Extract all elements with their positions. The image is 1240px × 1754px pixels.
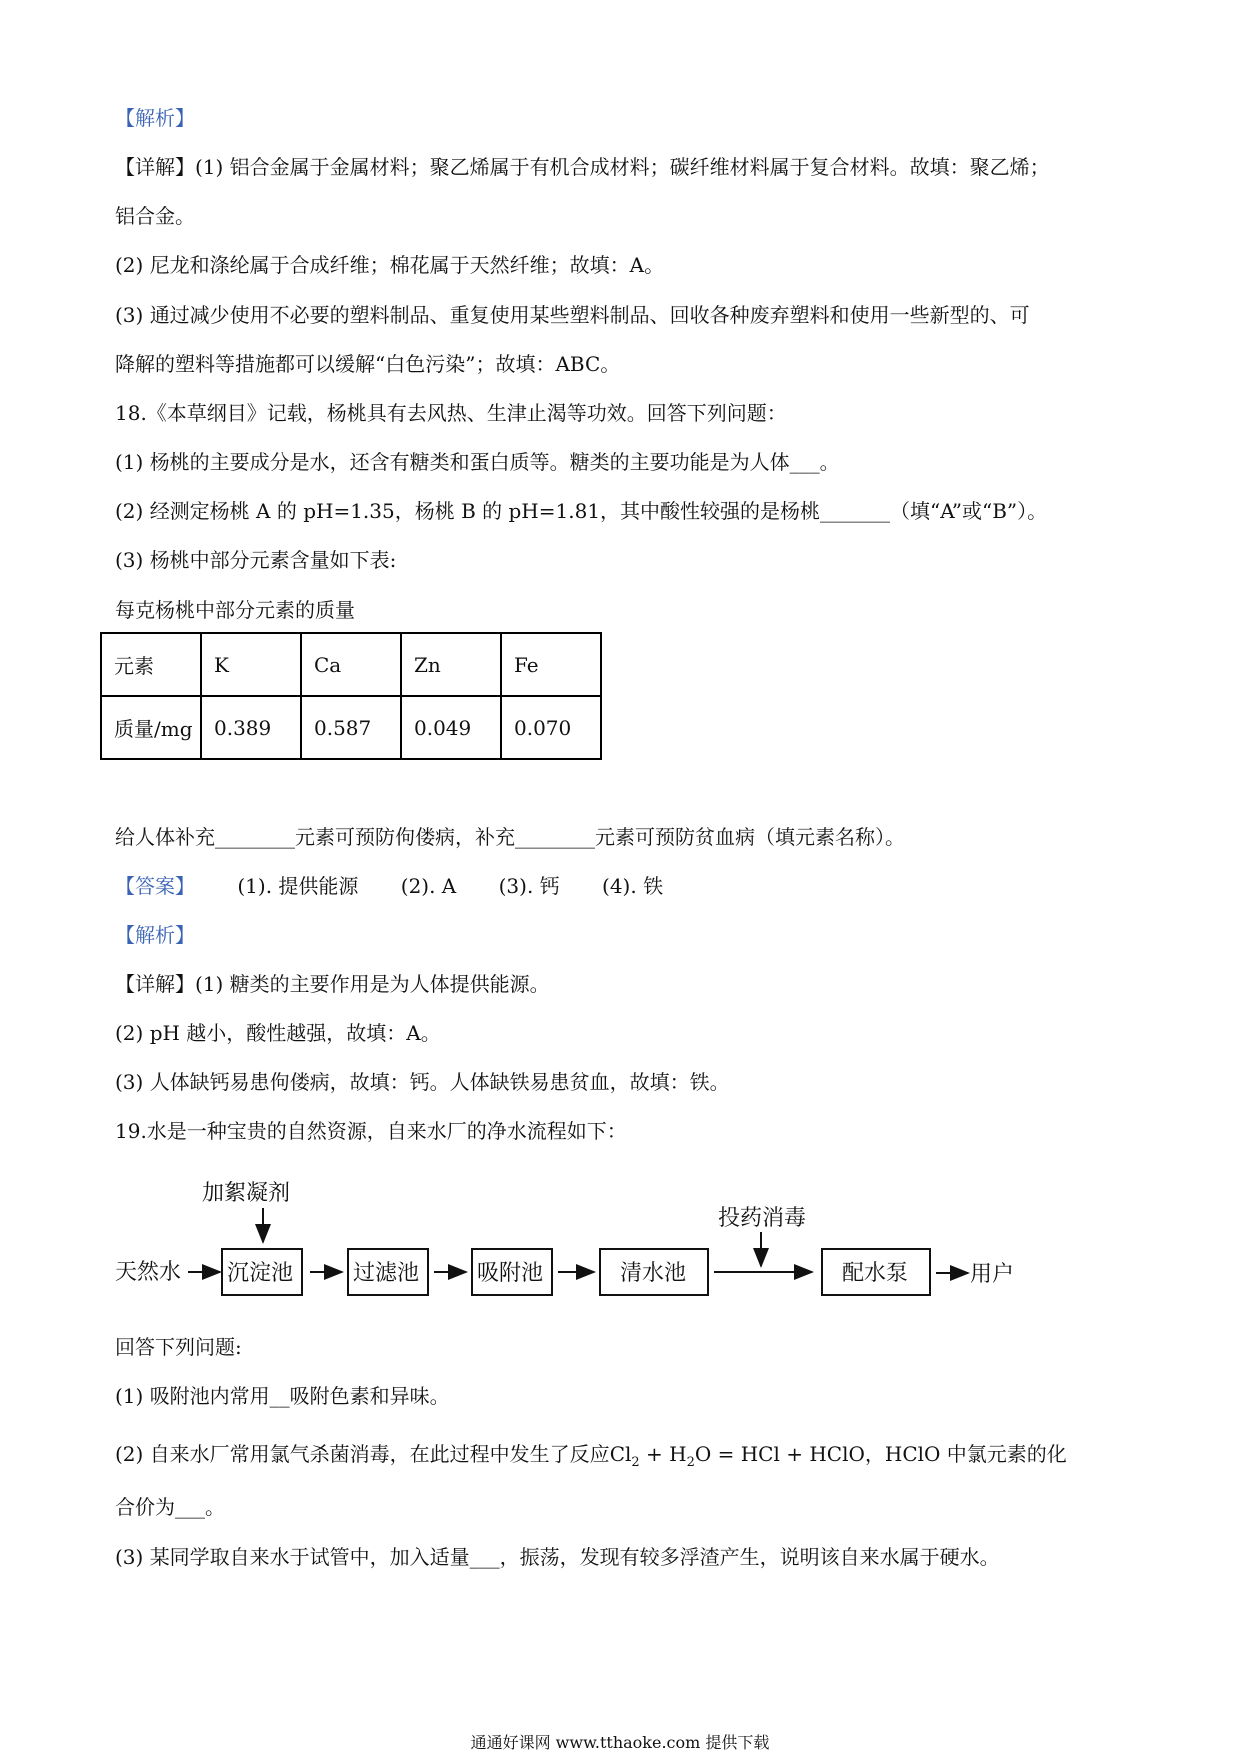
question-19-part-2-cont: 合价为___。	[115, 1495, 225, 1519]
question-18-part-2: (2) 经测定杨桃 A 的 pH=1.35，杨桃 B 的 pH=1.81，其中酸性较强的是杨桃_______（填“A”或“B”）。	[115, 499, 1048, 523]
element-mass-table	[100, 632, 602, 760]
question-18-stem: 18.《本草纲目》记载，杨桃具有去风热、生津止渴等功效。回答下列问题：	[115, 401, 787, 425]
detail-paragraph: (2) 尼龙和涤纶属于合成纤维；棉花属于天然纤维；故填：A。	[115, 253, 665, 277]
table-cell: Zn	[401, 633, 501, 696]
flow-step: 吸附池	[477, 1261, 544, 1286]
detail-paragraph-cont: 铝合金。	[115, 204, 195, 228]
detail-paragraph: 【详解】(1) 铝合金属于金属材料；聚乙烯属于有机合成材料；碳纤维材料属于复合材料。故填：聚乙烯；	[115, 155, 1050, 179]
detail-paragraph: 【详解】(1) 糖类的主要作用是为人体提供能源。	[115, 972, 550, 996]
answer-label: 【答案】	[115, 874, 195, 898]
question-19-part-3: (3) 某同学取自来水于试管中，加入适量___，振荡，发现有较多浮渣产生，说明该自来水属于硬水。	[115, 1545, 1000, 1569]
flow-step: 清水池	[620, 1261, 687, 1286]
answer-line	[115, 872, 663, 900]
question-19-intro: 回答下列问题:	[115, 1335, 242, 1359]
table-caption: 每克杨桃中部分元素的质量	[115, 598, 355, 622]
detail-paragraph: (3) 人体缺钙易患佝偻病，故填：钙。人体缺铁易患贫血，故填：铁。	[115, 1070, 730, 1094]
question-18-part-1: (1) 杨桃的主要成分是水，还含有糖类和蛋白质等。糖类的主要功能是为人体___。	[115, 450, 840, 474]
table-cell: 质量/mg	[101, 696, 201, 759]
flow-step: 沉淀池	[227, 1261, 294, 1286]
detail-paragraph: (2) pH 越小，酸性越强，故填：A。	[115, 1021, 441, 1045]
question-19-part-2	[115, 1440, 1067, 1477]
table-cell: Fe	[501, 633, 601, 696]
flow-step: 配水泵	[842, 1261, 909, 1286]
question-18-part-3: (3) 杨桃中部分元素含量如下表:	[115, 548, 397, 572]
answer-item: (4). 铁	[602, 874, 664, 898]
question-text: (2) 自来水厂常用氯气杀菌消毒，在此过程中发生了反应	[115, 1442, 610, 1466]
question-19-part-1: (1) 吸附池内常用__吸附色素和异味。	[115, 1384, 450, 1408]
detail-paragraph-cont: 降解的塑料等措施都可以缓解“白色污染”；故填：ABC。	[115, 352, 621, 376]
additive-label: 加絮凝剂	[202, 1181, 291, 1206]
page-footer: 通通好课网 www.tthaoke.com 提供下载	[470, 1733, 770, 1752]
analysis-label: 【解析】	[115, 106, 195, 130]
table-cell: Ca	[301, 633, 401, 696]
question-text: ，HClO 中氯元素的化	[864, 1442, 1067, 1466]
table-cell: 0.049	[401, 696, 501, 759]
table-cell: 元素	[101, 633, 201, 696]
analysis-label: 【解析】	[115, 923, 195, 947]
table-row	[101, 696, 601, 759]
table-cell: 0.070	[501, 696, 601, 759]
flow-end: 用户	[970, 1262, 1015, 1287]
table-cell: 0.389	[201, 696, 301, 759]
detail-paragraph: (3) 通过减少使用不必要的塑料制品、重复使用某些塑料制品、回收各种废弃塑料和使用一些新型的、可	[115, 303, 1030, 327]
water-treatment-flow-diagram	[110, 1170, 1030, 1300]
flow-source: 天然水	[115, 1260, 182, 1285]
answer-item: (2). A	[400, 874, 457, 898]
additive-label: 投药消毒	[718, 1206, 807, 1231]
question-19-stem: 19.水是一种宝贵的自然资源，自来水厂的净水流程如下：	[115, 1119, 627, 1143]
table-cell: 0.587	[301, 696, 401, 759]
flow-step: 过滤池	[353, 1261, 420, 1286]
answer-item: (3). 钙	[498, 874, 560, 898]
table-row	[101, 633, 601, 696]
question-18-fill: 给人体补充________元素可预防佝偻病，补充________元素可预防贫血病（填元素名称）。	[115, 825, 905, 849]
table-cell: K	[201, 633, 301, 696]
chemical-equation: $Cl_2 + H_2O$ = HCl + HClO	[609, 1442, 865, 1470]
answer-item: (1). 提供能源	[237, 874, 359, 898]
